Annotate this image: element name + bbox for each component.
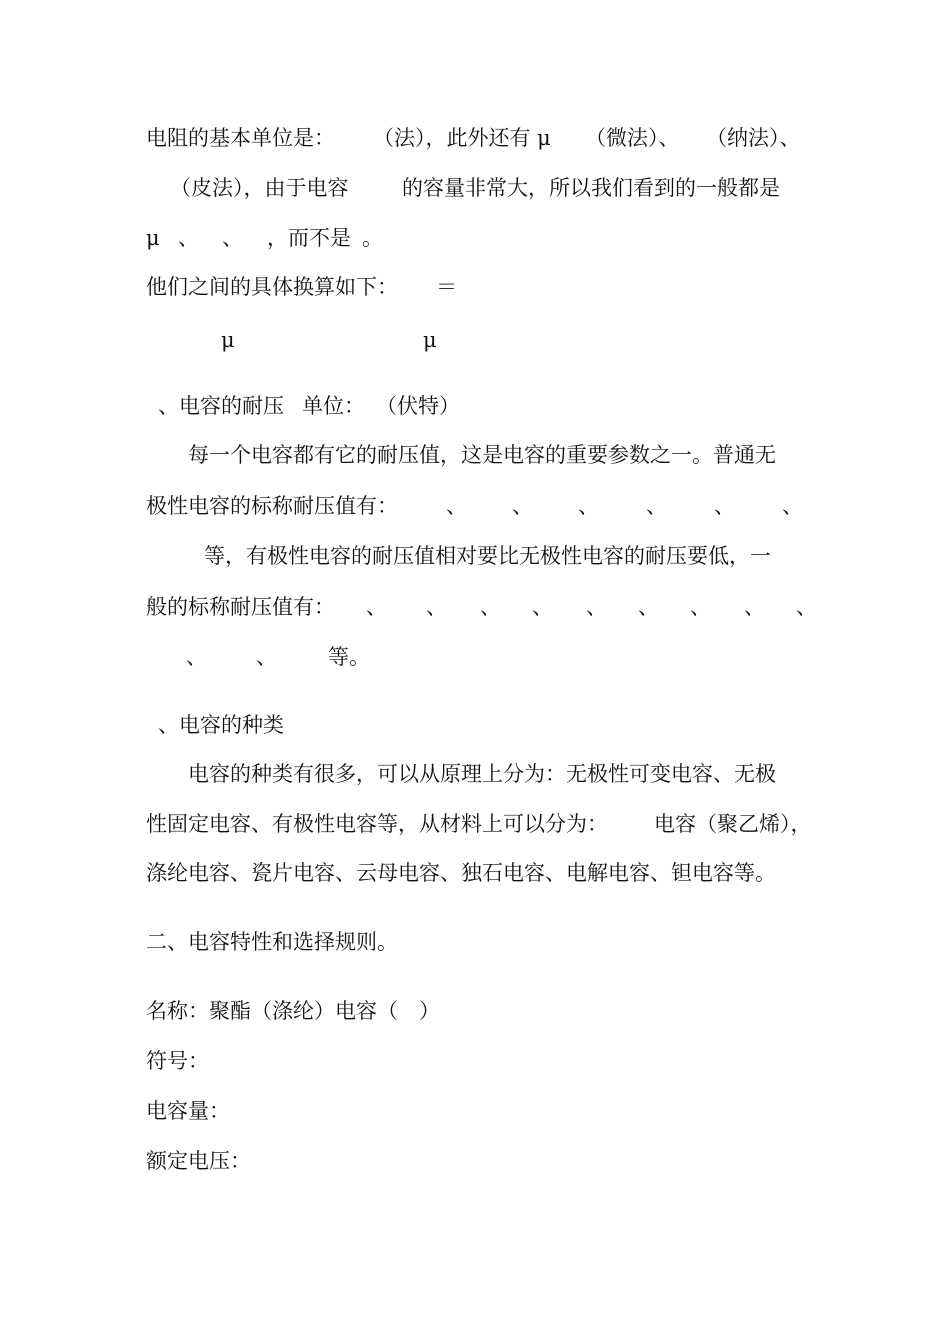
spec-capacitance: 电容量： [146,1099,230,1123]
paragraph-line: 等，有极性电容的耐压值相对要比无极性电容的耐压要低，一 [204,544,771,568]
text-segment: 、 [532,595,553,619]
heading-text: 、电容的耐压 [158,394,284,418]
section-heading-types: 、电容的种类 [158,713,284,737]
conversion-units-line [0,326,950,354]
text-segment: 的容量非常大，所以我们看到的一般都是 [402,176,780,200]
text-segment: （微法）、 [585,126,680,150]
text-segment: 极性电容的标称耐压值有： [146,494,398,518]
text-segment: 、 [178,226,199,250]
text-segment: 、 [744,595,765,619]
text-segment: 、 [366,595,387,619]
text-segment: 等。 [328,645,370,669]
text-segment: 、 [646,494,667,518]
paragraph-line: 电容的种类有很多，可以从原理上分为：无极性可变电容、无极 [188,762,776,786]
section-heading-voltage [0,392,950,420]
text-segment: 、 [446,494,467,518]
heading-text: （伏特） [376,394,460,418]
text-segment: 、 [796,595,817,619]
spec-rated-voltage: 额定电压： [146,1149,251,1173]
text-segment: 、 [782,494,803,518]
unit-line-1 [0,124,950,152]
text-segment: 般的标称耐压值有： [146,595,335,619]
paragraph-line [0,593,950,621]
heading-text: 单位： [302,394,365,418]
text-segment: 性固定电容、有极性电容等，从材料上可以分为： [146,812,608,836]
paragraph-line [0,492,950,520]
paragraph-line: 每一个电容都有它的耐压值，这是电容的重要参数之一。普通无 [188,443,776,467]
spec-name: 名称：聚酯（涤纶）电容（ ） [146,999,440,1023]
text-segment: 、 [638,595,659,619]
text-segment: 电容（聚乙烯）， [654,812,812,836]
unit-line-3 [0,224,950,252]
spec-symbol: 符号： [146,1049,209,1073]
text-segment: 、 [256,645,277,669]
text-segment: 、 [578,494,599,518]
text-segment: 、 [586,595,607,619]
text-segment: 、 [480,595,501,619]
text-segment: 、 [690,595,711,619]
conversion-label: 他们之间的具体换算如下： [146,275,398,299]
text-segment: （皮法），由于电容 [170,176,349,200]
equals-sign: ＝ [436,275,457,299]
paragraph-line [0,643,950,671]
mu-symbol: μ [221,328,235,352]
unit-line-2 [0,174,950,202]
text-segment: （法），此外还有 μ [373,126,551,150]
paragraph-line [0,810,950,838]
text-segment: 电阻的基本单位是： [146,126,335,150]
text-segment: （纳法）、 [706,126,801,150]
paragraph-line: 涤纶电容、瓷片电容、云母电容、独石电容、电解电容、钽电容等。 [146,861,776,885]
text-segment: 、 [714,494,735,518]
text-segment: 。 [362,226,383,250]
conversion-line [0,273,950,301]
text-segment: 、 [186,645,207,669]
section-heading-characteristics: 二、电容特性和选择规则。 [146,930,398,954]
text-segment: 、 [222,226,243,250]
mu-symbol: μ [423,328,437,352]
text-segment: μ [146,226,160,250]
text-segment: ，而不是 [267,226,351,250]
text-segment: 、 [512,494,533,518]
text-segment: 、 [426,595,447,619]
